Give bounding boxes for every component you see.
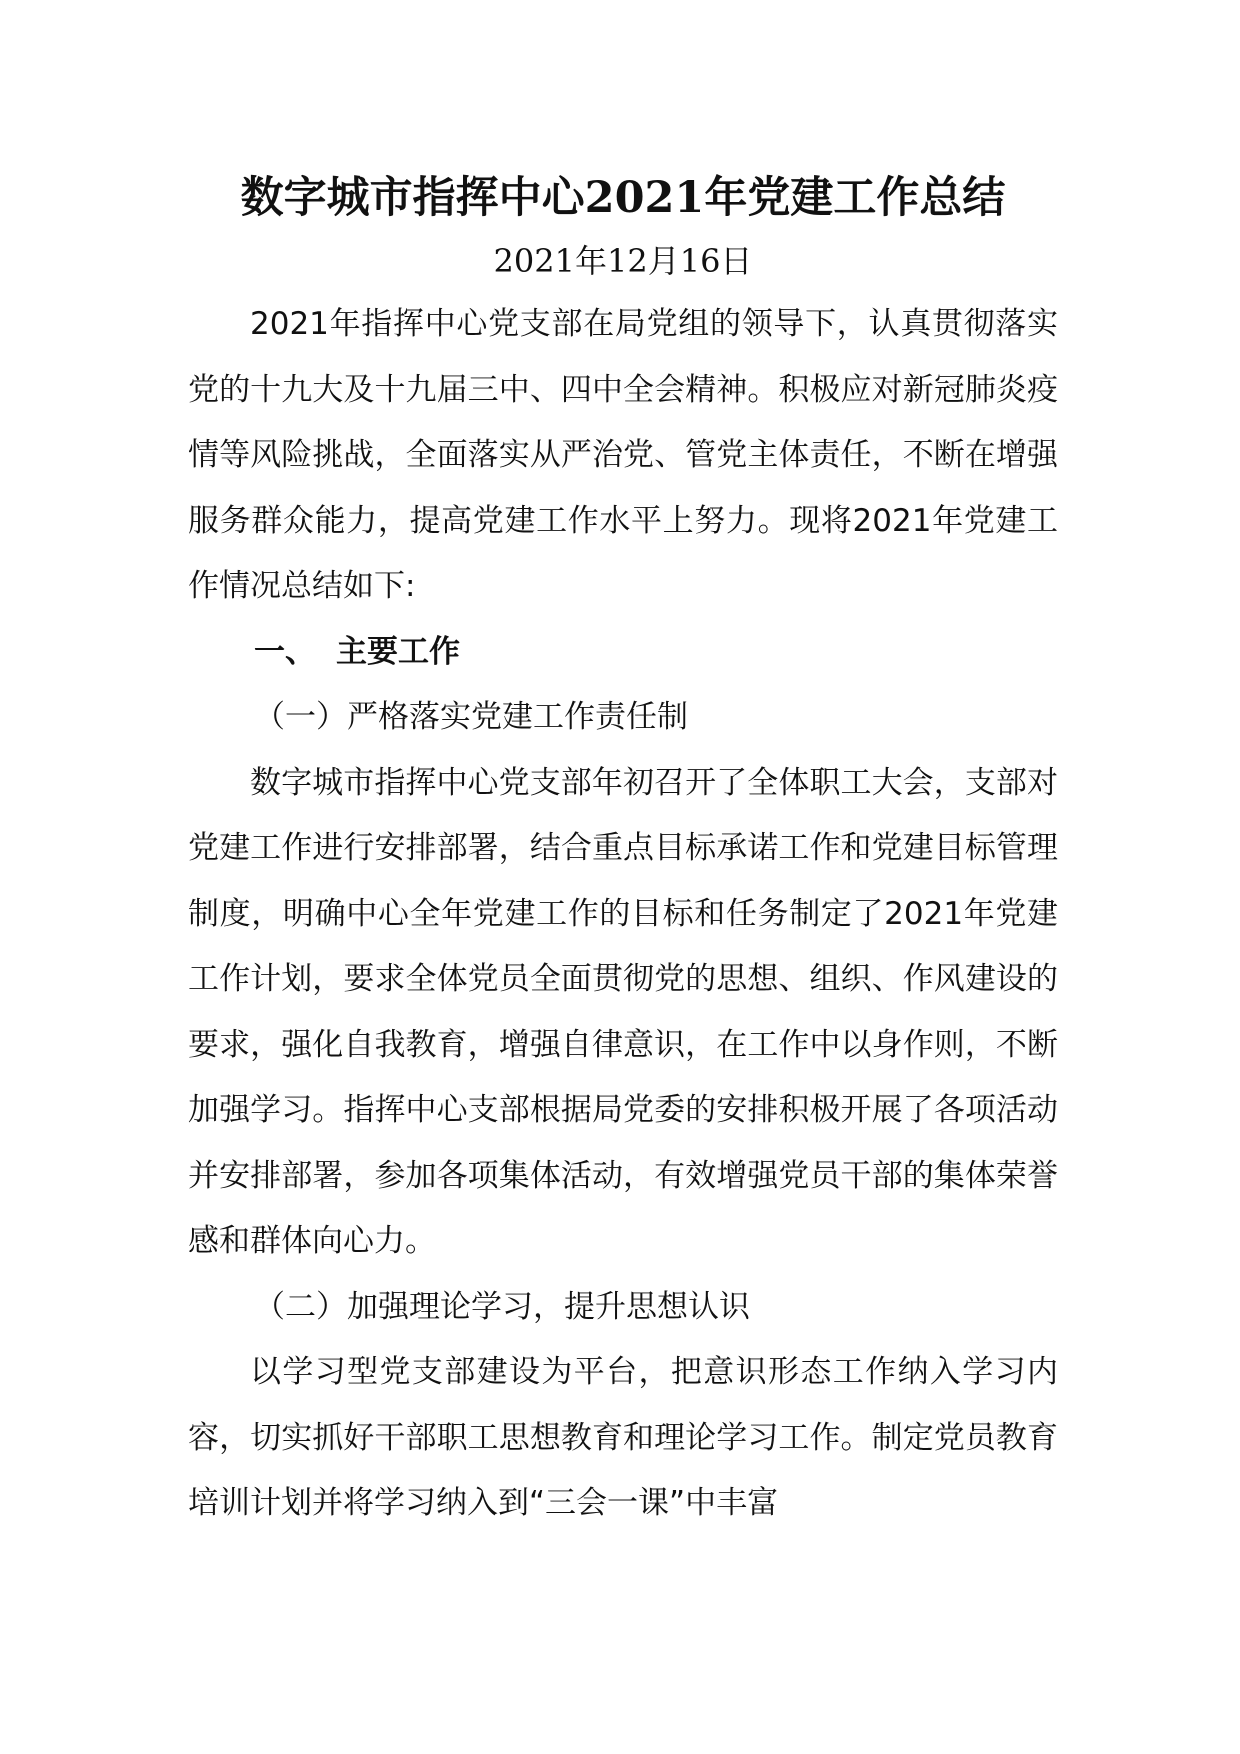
document-body — [188, 166, 1058, 1537]
subsection-paragraph-2: 以学习型党支部建设为平台，把意识形态工作纳入学习内容，切实抓好干部职工思想教育和理论学习工作。制定党员教育培训计划并将学习纳入到“三会一课”中丰富 — [188, 1354, 1058, 1521]
intro-paragraph: 2021年指挥中心党支部在局党组的领导下，认真贯彻落实党的十九大及十九届三中、四中全会精神。积极应对新冠肺炎疫情等风险挑战，全面落实从严治党、管党主体责任，不断在增强服务群众能力，提高党建工作水平上努力。现将2021年党建工作情况总结如下: — [188, 306, 1058, 604]
document-title: 数字城市指挥中心2021年党建工作总结 — [240, 173, 1006, 223]
document-date: 2021年12月16日 — [493, 242, 753, 280]
subsection-heading-2: （二）加强理论学习，提升思想认识 — [254, 1288, 750, 1325]
section-title: 主要工作 — [336, 633, 460, 670]
subsection-heading-1: （一）严格落实党建工作责任制 — [254, 699, 688, 735]
section-number: 一、 — [254, 633, 316, 670]
subsection-paragraph-1: 数字城市指挥中心党支部年初召开了全体职工大会，支部对党建工作进行安排部署，结合重点目标承诺工作和党建目标管理制度，明确中心全年党建工作的目标和任务制定了2021年党建工作计划，要求全体党员全面贯彻党的思想、组织、作风建设的要求，强化自我教育，增强自律意识，在工作中以身作则，不断加强学习。指挥中心支部根据局党委的安排积极开展了各项活动并安排部署，参加各项集体活动，有效增强党员干部的集体荣誉感和群体向心力。 — [188, 764, 1058, 1259]
section-heading — [188, 620, 1058, 686]
